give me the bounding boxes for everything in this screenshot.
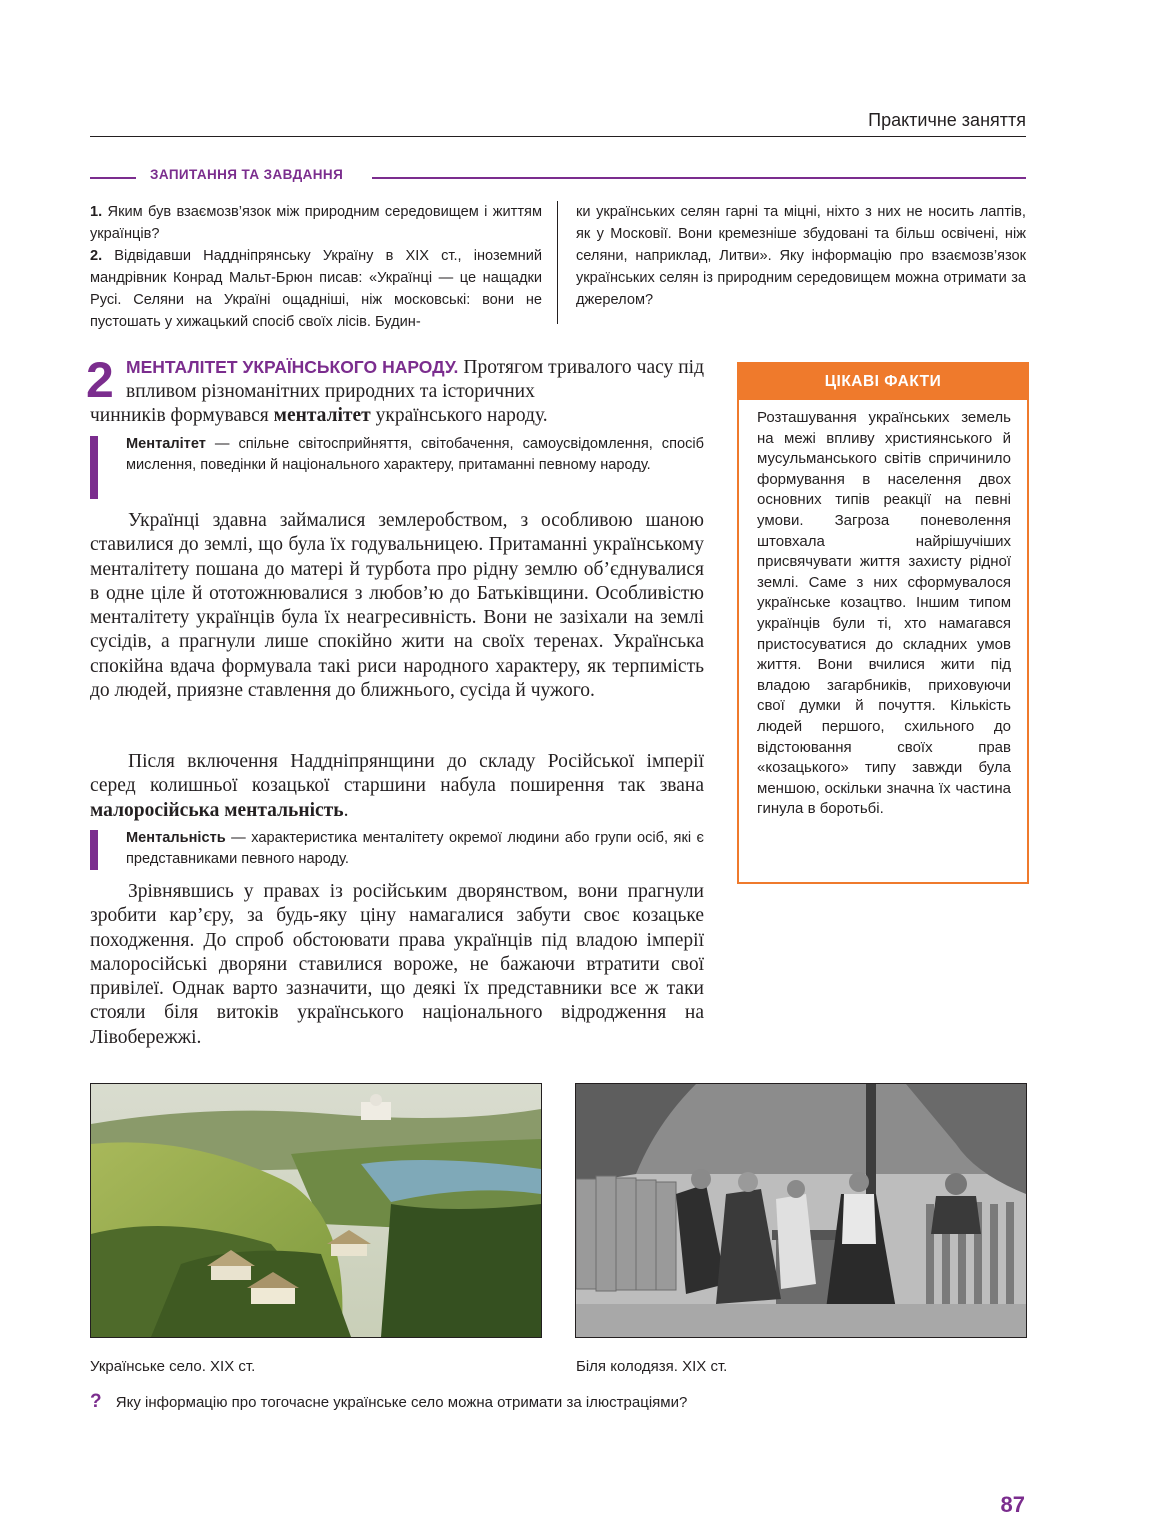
paragraph-2 — [90, 750, 704, 823]
intro-bold-term: менталітет — [273, 405, 371, 426]
section-intro-line1: Протягом тривалого часу під впливом різноманітних природних та історичних — [126, 357, 704, 403]
paragraph-2-text: Після включення Наддніпрянщини до складу Російської імперії серед колишньої козацької старшини набула поширення так звана — [90, 751, 704, 797]
facts-text: Розташування українських земель на межі впливу християнського й мусульманського світів спричинило формування в населення двох основних типів реакції на певні умови. Загроза поневолення штовхала найрішучіших присвячувати життя захисту рідної землі. Саме з них сформувалося українське козацтво. Іншим типом українців були ті, хто намагався пристосуватися до складних умов життя. Вони вчилися жити під владою загарбників, приховуючи свої думки й почуття. Кількість людей першого, схильного до відстоювання своїх прав «козацького» типу завжди була меншою, оскільки значна їх частина гинула в боротьбі. — [757, 409, 1011, 818]
definition-term: Менталітет — [126, 436, 206, 452]
definition-body: — спільне світосприйняття, світобачення, самоусвідомлення, спосіб мислення, поведінки й національного характеру, притаманні певному народу. — [126, 436, 704, 473]
figure-caption-2: Біля колодязя. ХІХ ст. — [576, 1358, 728, 1375]
illustration-question-text: Яку інформацію про тогочасне українське село можна отримати за ілюстраціями? — [115, 1394, 688, 1411]
definition-bar — [90, 830, 98, 870]
question-2-number: 2. — [90, 248, 103, 264]
questions-column-right — [576, 201, 1026, 311]
page-number: 87 — [1000, 1492, 1025, 1517]
intro-text-a: чинників формувався — [90, 405, 274, 426]
section-intro-continued — [90, 404, 704, 428]
well-photo — [575, 1083, 1027, 1338]
questions-column-left — [90, 201, 542, 333]
section-intro — [126, 355, 704, 405]
question-2-text-part1: Відвідавши Наддніпрянську Україну в ХІХ ст., іноземний мандрівник Конрад Мальт-Брюн писав: «Українці — це нащадки Русі. Селяни на Україні ощадніші, ніж московські: вони не пустошать у хижацький спосіб своїх лісів. Будин- — [90, 248, 542, 330]
section-number: 2 — [86, 352, 114, 408]
village-landscape-photo — [90, 1083, 542, 1338]
question-mark-icon: ? — [90, 1391, 102, 1412]
column-divider — [557, 201, 558, 324]
paragraph-1: Українці здавна займалися землеробством, з особливою шаною ставилися до землі, що була їх годувальницею. Притаманні українському менталітету пошана до матері й турбота про рідну землю об’єднувалися в одне ціле й ототожнювалися з любов’ю до Батьківщини. Особливістю менталітету українців була їх неагресивність. Вони не зазіхали на землі сусідів, а прагнули лише спокійно жити на своїх теренах. Українська спокійна вдача формувала такі риси народного характеру, як терпимість до людей, приязне ставлення до ближнього, сусіда й чужого. — [90, 510, 704, 702]
intro-text-b: українського народу. — [370, 405, 548, 426]
definition-term: Ментальність — [126, 830, 226, 846]
paragraph-2-end: . — [343, 799, 349, 821]
facts-heading: ЦІКАВІ ФАКТИ — [739, 364, 1027, 400]
running-header-title: Практичне заняття — [868, 110, 1026, 130]
questions-heading — [90, 165, 1026, 185]
figure-caption-1: Українське село. ХІХ ст. — [90, 1358, 256, 1375]
paragraph-3: Зрівнявшись у правах із російським дворянством, вони прагнули зробити кар’єру, за будь-яку ціну намагалися забути своє козацьке походження. До спроб обстоювати права українців під владою імперії малоросійські дворяни ставилися вороже, не бажаючи втратити свої привілеї. Однак варто зазначити, що деякі їх представники все ж таки стояли біля витоків українського національного відродження на Лівобережжі. — [90, 881, 704, 1048]
definition-bar — [90, 436, 98, 499]
paragraph-2-bold-term: малоросійська ментальність — [90, 799, 344, 821]
section-title: МЕНТАЛІТЕТ УКРАЇНСЬКОГО НАРОДУ. — [126, 357, 459, 377]
definition-mentalnist — [126, 828, 704, 870]
questions-heading-title: ЗАПИТАННЯ ТА ЗАВДАННЯ — [150, 167, 344, 182]
definition-mentalitet — [126, 434, 704, 476]
illustration-question — [90, 1391, 1026, 1413]
question-2-text-part2: ки українських селян гарні та міцні, ніхто з них не носить лаптів, як у Московії. Вони кремезніше збудовані та більш освічені, ніж селяни, наприклад, Литви». Яку інформацію про взаємозв’язок українських селян із природним середовищем можна отримати за джерелом? — [576, 204, 1026, 308]
heading-rule-right — [372, 177, 1026, 179]
question-1-number: 1. — [90, 204, 103, 220]
definition-body: — характеристика менталітету окремої людини або групи осіб, які є представниками певного народу. — [126, 830, 704, 867]
running-header — [90, 106, 1026, 137]
question-1-text: Яким був взаємозв’язок між природним середовищем і життям українців? — [90, 204, 542, 242]
interesting-facts-box — [737, 362, 1029, 884]
heading-rule-left — [90, 177, 136, 179]
